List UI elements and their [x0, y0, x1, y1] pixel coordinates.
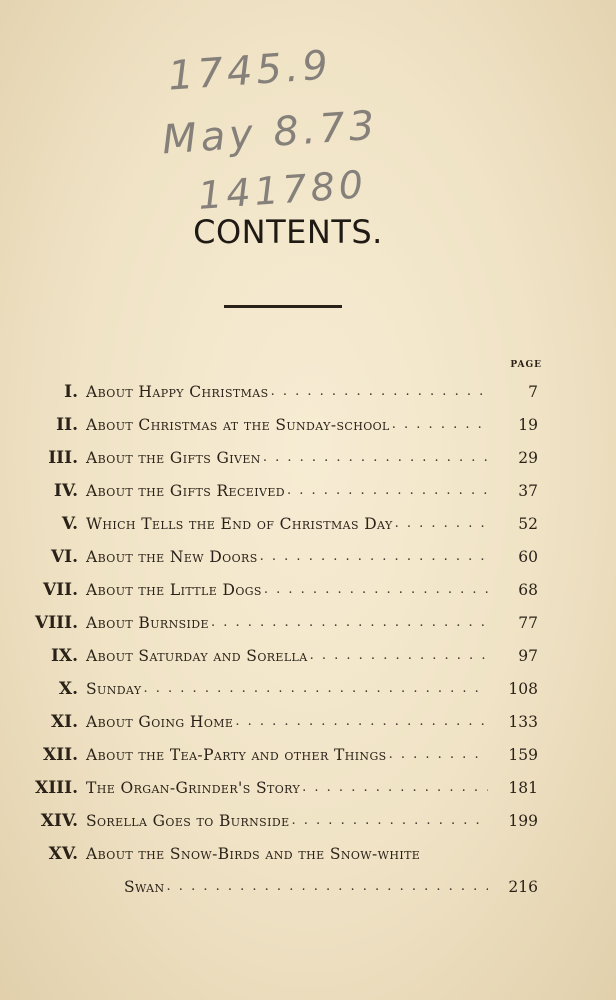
chapter-title: About Saturday and Sorella	[86, 646, 308, 665]
page-number: 19	[518, 415, 538, 434]
page-number: 97	[518, 646, 538, 665]
page-number: 7	[528, 382, 538, 401]
title-rule-divider	[224, 305, 342, 308]
chapter-number: VII.	[42, 579, 78, 600]
chapter-title: About the Gifts Received	[86, 481, 285, 500]
handwritten-accession-number: 1745.9	[166, 42, 334, 100]
dot-leader	[389, 747, 488, 762]
page-number: 108	[508, 679, 538, 698]
toc-entry	[0, 441, 616, 474]
dot-leader	[395, 516, 488, 531]
dot-leader	[211, 615, 488, 630]
toc-entry-continuation	[0, 870, 616, 903]
chapter-number: XI.	[50, 711, 78, 732]
dot-leader	[271, 384, 488, 399]
toc-entry	[0, 804, 616, 837]
chapter-number: IV.	[53, 480, 78, 501]
handwritten-date: May 8.73	[160, 102, 380, 164]
dot-leader	[167, 879, 488, 894]
page-number: 77	[518, 613, 538, 632]
chapter-title: About the New Doors	[86, 547, 258, 566]
chapter-number: VIII.	[35, 612, 78, 633]
page-number: 52	[518, 514, 538, 533]
dot-leader	[144, 681, 489, 696]
chapter-title: Sunday	[86, 679, 142, 698]
chapter-title: About the Tea-Party and other Things	[86, 745, 387, 764]
dot-leader	[392, 417, 488, 432]
page-number: 159	[508, 745, 538, 764]
chapter-number: I.	[64, 381, 78, 402]
page-number: 133	[508, 712, 538, 731]
page-number: 68	[518, 580, 538, 599]
toc-entry	[0, 375, 616, 408]
page-number: 60	[518, 547, 538, 566]
page-number: 181	[508, 778, 538, 797]
chapter-number: XIII.	[35, 777, 78, 798]
chapter-title: About Going Home	[86, 712, 234, 731]
toc-entry	[0, 606, 616, 639]
chapter-number: XV.	[48, 843, 78, 864]
dot-leader	[292, 813, 488, 828]
table-of-contents	[0, 375, 616, 903]
chapter-number: X.	[58, 678, 78, 699]
toc-entry	[0, 639, 616, 672]
chapter-title: Which Tells the End of Christmas Day	[86, 514, 393, 533]
toc-entry	[0, 573, 616, 606]
chapter-number: VI.	[50, 546, 78, 567]
toc-entry	[0, 474, 616, 507]
page-number: 29	[518, 448, 538, 467]
chapter-title: About the Little Dogs	[86, 580, 262, 599]
chapter-title: About the Gifts Given	[86, 448, 261, 467]
chapter-title: Swan	[124, 877, 165, 896]
page-number: 216	[508, 877, 538, 896]
dot-leader	[263, 450, 488, 465]
dot-leader	[235, 714, 488, 729]
toc-entry	[0, 672, 616, 705]
toc-entry	[0, 738, 616, 771]
dot-leader	[287, 483, 488, 498]
toc-entry	[0, 507, 616, 540]
chapter-title: About Christmas at the Sunday-school	[86, 415, 390, 434]
chapter-number: IX.	[50, 645, 78, 666]
chapter-number: II.	[56, 414, 78, 435]
chapter-number: XII.	[42, 744, 78, 765]
toc-entry	[0, 540, 616, 573]
page-title: CONTENTS.	[193, 213, 383, 251]
dot-leader	[310, 648, 488, 663]
page-number: 37	[518, 481, 538, 500]
chapter-number: V.	[61, 513, 78, 534]
dot-leader	[264, 582, 488, 597]
toc-entry	[0, 771, 616, 804]
dot-leader	[260, 549, 488, 564]
chapter-number: III.	[48, 447, 78, 468]
toc-entry	[0, 408, 616, 441]
toc-entry	[0, 705, 616, 738]
chapter-title: About Burnside	[86, 613, 209, 632]
chapter-title: The Organ-Grinder's Story	[86, 778, 301, 797]
handwritten-catalog-number: 141780	[196, 162, 369, 218]
chapter-number: XIV.	[40, 810, 78, 831]
page-number: 199	[508, 811, 538, 830]
chapter-title: About Happy Christmas	[86, 382, 269, 401]
dot-leader	[302, 780, 488, 795]
page-column-header: PAGE	[510, 360, 542, 370]
chapter-title: About the Snow-Birds and the Snow-white	[86, 844, 421, 863]
chapter-title: Sorella Goes to Burnside	[86, 811, 290, 830]
toc-entry	[0, 837, 616, 870]
